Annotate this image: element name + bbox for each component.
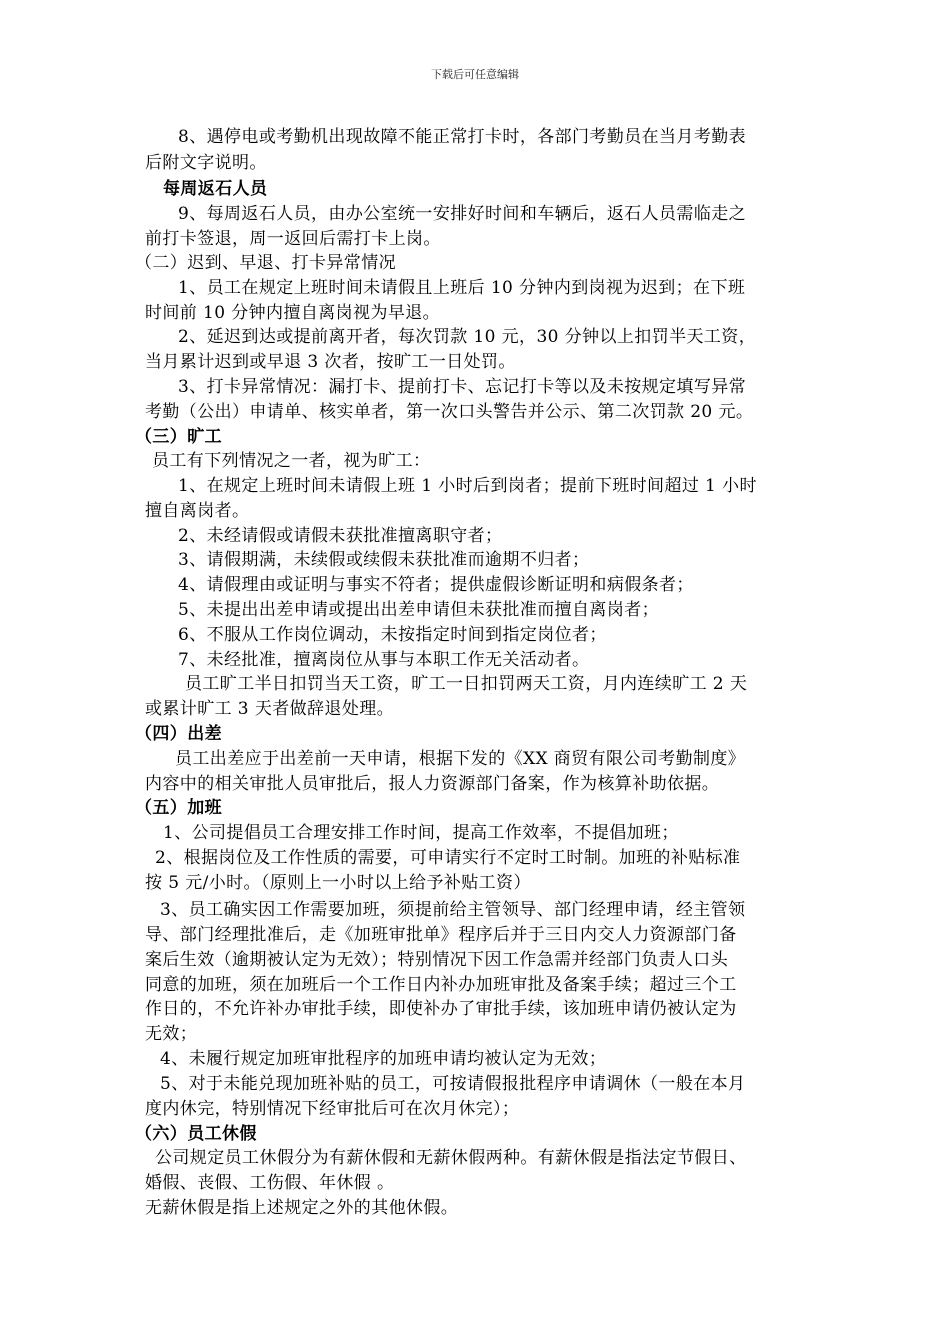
paragraph-line: 2、延迟到达或提前离开者，每次罚款 10 元，30 分钟以上扣罚半天工资， [178, 327, 757, 347]
paragraph-line: 无薪休假是指上述规定之外的其他休假。 [145, 1198, 459, 1218]
paragraph-line: 6、不服从工作岗位调动，未按指定时间到指定岗位者； [178, 625, 607, 645]
paragraph-line: 前打卡签退，周一返回后需打卡上岗。 [145, 229, 441, 249]
paragraph-line: 3、员工确实因工作需要加班，须提前给主管领导、部门经理申请，经主管领 [160, 900, 746, 920]
paragraph-line: 1、公司提倡员工合理安排工作时间，提高工作效率，不提倡加班； [163, 823, 679, 843]
paragraph-line: 1、在规定上班时间未请假上班 1 小时后到岗者；提前下班时间超过 1 小时 [178, 476, 757, 496]
paragraph-line: 婚假、丧假、工伤假、年休假 。 [145, 1173, 395, 1193]
paragraph-line: 员工旷工半日扣罚当天工资，旷工一日扣罚两天工资，月内连续旷工 2 天 [185, 674, 748, 694]
paragraph-line: 度内休完，特别情况下经审批后可在次月休完）； [145, 1099, 520, 1119]
paragraph-line: 2、未经请假或请假未获批准擅离职守者； [178, 526, 503, 546]
paragraph-line: 8、遇停电或考勤机出现故障不能正常打卡时，各部门考勤员在当月考勤表 [178, 127, 747, 147]
paragraph-line: 9、每周返石人员，由办公室统一安排好时间和车辆后，返石人员需临走之 [178, 204, 747, 224]
page-header: 下载后可任意编辑 [431, 68, 519, 81]
paragraph-line: 后附文字说明。 [145, 153, 267, 173]
paragraph-line: 同意的加班，须在加班后一个工作日内补办加班审批及备案手续；超过三个工 [145, 975, 737, 995]
paragraph-line: 导、部门经理批准后，走《加班审批单》程序后并于三日内交人力资源部门备 [145, 925, 737, 945]
paragraph-line: 4、未履行规定加班审批程序的加班申请均被认定为无效； [160, 1049, 607, 1069]
section-heading: （二）迟到、早退、打卡异常情况 [135, 253, 396, 273]
paragraph-line: 按 5 元/小时。（原则上一小时以上给予补贴工资） [145, 873, 531, 893]
paragraph-line: 或累计旷工 3 天者做辞退处理。 [145, 699, 395, 719]
paragraph-line: 7、未经批准，擅离岗位从事与本职工作无关活动者。 [178, 650, 590, 670]
paragraph-line: 2、根据岗位及工作性质的需要，可申请实行不定时工时制。加班的补贴标准 [155, 848, 741, 868]
paragraph-line: 当月累计迟到或早退 3 次者，按旷工一日处罚。 [145, 352, 516, 372]
paragraph-line: 考勤（公出）申请单、核实单者，第一次口头警告并公示、第二次罚款 20 元。 [145, 402, 754, 422]
paragraph-line: 3、请假期满，未续假或续假未获批准而逾期不归者； [178, 550, 590, 570]
paragraph-line: 5、对于未能兑现加班补贴的员工，可按请假报批程序申请调休（一般在本月 [160, 1074, 746, 1094]
paragraph-line: 员工出差应于出差前一天申请，根据下发的《XX 商贸有限公司考勤制度》 [175, 749, 746, 769]
section-heading: （五）加班 [135, 798, 222, 818]
section-heading: （四）出差 [135, 724, 222, 744]
paragraph-line: 时间前 10 分钟内擅自离岗视为早退。 [145, 303, 441, 323]
paragraph-line: 无效； [145, 1024, 198, 1044]
paragraph-line: 4、请假理由或证明与事实不符者；提供虚假诊断证明和病假条者； [178, 575, 694, 595]
paragraph-line: 员工有下列情况之一者，视为旷工： [152, 451, 431, 471]
paragraph-line: 公司规定员工休假分为有薪休假和无薪休假两种。有薪休假是指法定节假日、 [155, 1148, 747, 1168]
paragraph-line: 作日的，不允许补办审批手续，即使补办了审批手续，该加班申请仍被认定为 [145, 999, 737, 1019]
section-heading: （三）旷工 [135, 427, 222, 447]
section-heading: （六）员工休假 [135, 1124, 257, 1144]
paragraph-line: 擅自离岗者。 [145, 501, 250, 521]
paragraph-line: 3、打卡异常情况：漏打卡、提前打卡、忘记打卡等以及未按规定填写异常 [178, 377, 747, 397]
paragraph-line: 内容中的相关审批人员审批后，报人力资源部门备案，作为核算补助依据。 [145, 774, 720, 794]
paragraph-line: 案后生效（逾期被认定为无效）；特别情况下因工作急需并经部门负责人口头 [145, 950, 729, 970]
section-heading: 每周返石人员 [163, 179, 268, 199]
paragraph-line: 5、未提出出差申请或提出出差申请但未获批准而擅自离岗者； [178, 600, 660, 620]
paragraph-line: 1、员工在规定上班时间未请假且上班后 10 分钟内到岗视为迟到；在下班 [178, 278, 746, 298]
